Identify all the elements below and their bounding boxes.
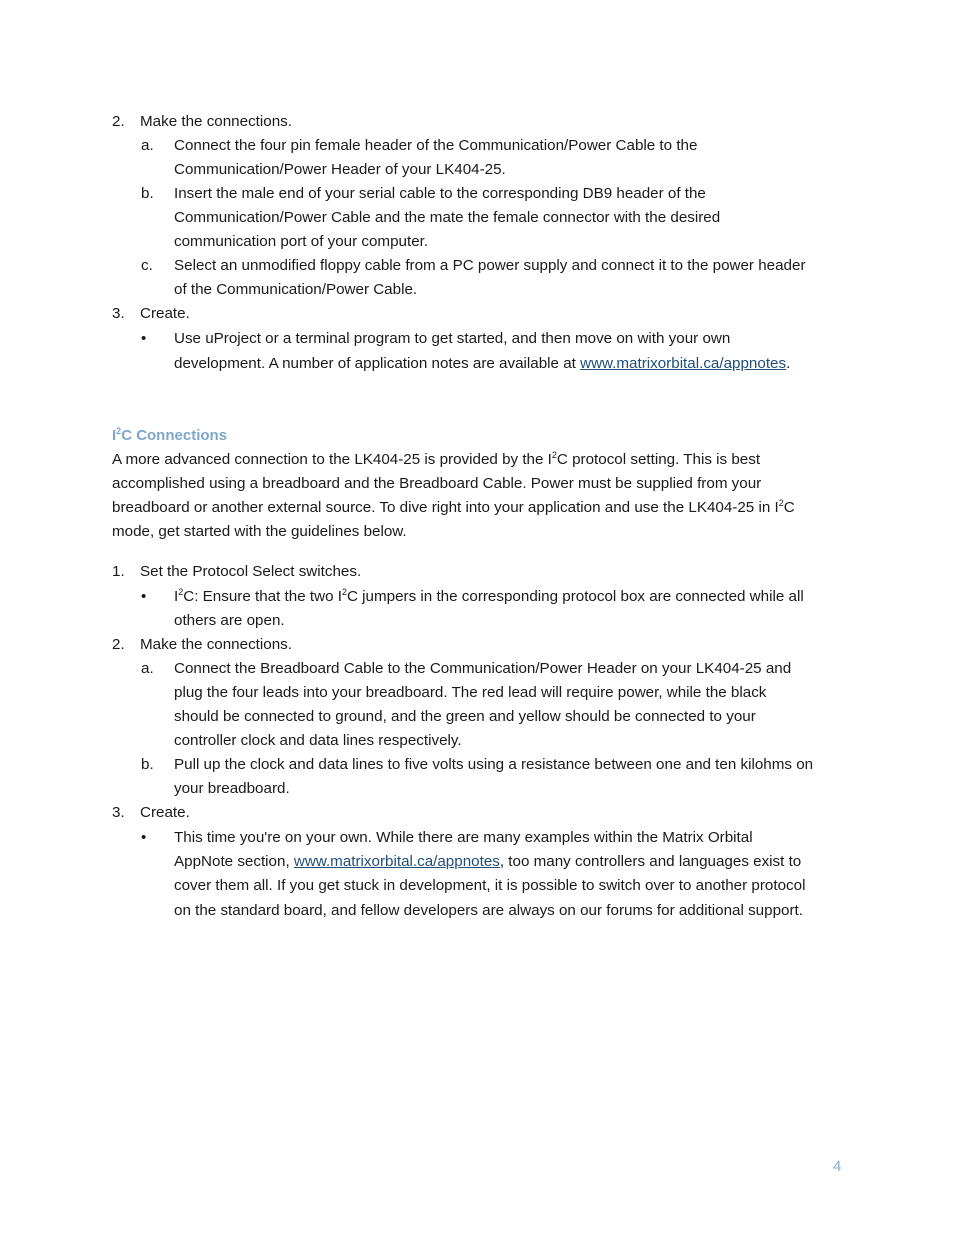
section-heading [112,424,227,448]
list-item-text: Set the Protocol Select switches. [140,563,362,580]
sublist-text: should be connected to ground, and the green and yellow should be connected to your [174,708,756,725]
bullet-text: cover them all. If you get stuck in development, it is possible to switch over to another protocol [174,877,806,894]
sublist-label: a. [141,137,154,154]
sublist-text: Insert the male end of your serial cable to the corresponding DB9 header of the [174,185,706,202]
sublist-text: Communication/Power Header of your LK404-25. [174,161,506,178]
text-segment: C jumpers in the corresponding protocol box are connected while all [346,588,804,605]
list-number: 3. [112,804,125,821]
list-item-text: Make the connections. [140,636,292,653]
sublist-label: b. [141,185,154,202]
paragraph-line: accomplished using a breadboard and the Breadboard Cable. Power must be supplied from your [112,475,762,492]
sublist-label: a. [141,660,154,677]
paragraph-line [112,496,795,520]
list-item-text: Create. [140,305,190,322]
text-segment: C: Ensure that the two I [183,588,342,605]
superscript: 2 [551,450,557,460]
sublist-label: c. [141,257,153,274]
bullet-text: This time you're on your own. While there are many examples within the Matrix Orbital [174,829,753,846]
list-item-text: Create. [140,804,190,821]
text-segment: C [783,499,795,516]
bullet-text-with-link [174,850,801,874]
bullet-text [174,585,804,609]
bullet-icon: • [141,588,147,605]
sublist-text: controller clock and data lines respectively. [174,732,462,749]
superscript: 2 [178,587,184,597]
sublist-text: plug the four leads into your breadboard. The red lead will require power, while the black [174,684,767,701]
sublist-text: your breadboard. [174,780,290,797]
superscript: 2 [116,426,122,436]
paragraph-line: mode, get started with the guidelines below. [112,523,407,540]
text-segment: . [786,355,791,372]
bullet-text: others are open. [174,612,285,629]
appnotes-link[interactable]: www.matrixorbital.ca/appnotes [293,853,500,870]
sublist-text: Pull up the clock and data lines to five volts using a resistance between one and ten kilohms on [174,756,814,773]
heading-part: C Connections [121,427,228,444]
text-segment: development. A number of application notes are available at [174,355,581,372]
text-segment: AppNote section, [174,853,294,870]
bullet-icon: • [141,330,147,347]
sublist-text: Select an unmodified floppy cable from a PC power supply and connect it to the power header [174,257,806,274]
list-number: 1. [112,563,125,580]
sublist-text: communication port of your computer. [174,233,429,250]
superscript: 2 [778,498,784,508]
bullet-text: Use uProject or a terminal program to get started, and then move on with your own [174,330,731,347]
appnotes-link[interactable]: www.matrixorbital.ca/appnotes [580,355,787,372]
bullet-icon: • [141,829,147,846]
paragraph-line [112,448,760,472]
sublist-text: of the Communication/Power Cable. [174,281,418,298]
list-number: 2. [112,636,125,653]
bullet-text-with-link [174,352,790,376]
list-number: 2. [112,113,125,130]
list-item-text: Make the connections. [140,113,292,130]
sublist-text: Connect the four pin female header of the Communication/Power Cable to the [174,137,698,154]
heading-part: I [112,427,117,444]
superscript: 2 [341,587,347,597]
bullet-text: on the standard board, and fellow developers are always on our forums for additional support. [174,902,803,919]
sublist-label: b. [141,756,154,773]
text-segment: I [174,588,179,605]
sublist-text: Communication/Power Cable and the mate the female connector with the desired [174,209,721,226]
text-segment: A more advanced connection to the LK404-25 is provided by the I [112,451,552,468]
text-segment: C protocol setting. This is best [556,451,761,468]
sublist-text: Connect the Breadboard Cable to the Communication/Power Header on your LK404-25 and [174,660,792,677]
text-segment: breadboard or another external source. To dive right into your application and use the LK404-25 in I [112,499,779,516]
text-segment: , too many controllers and languages exist to [499,853,802,870]
list-number: 3. [112,305,125,322]
page-number: 4 [833,1158,842,1175]
